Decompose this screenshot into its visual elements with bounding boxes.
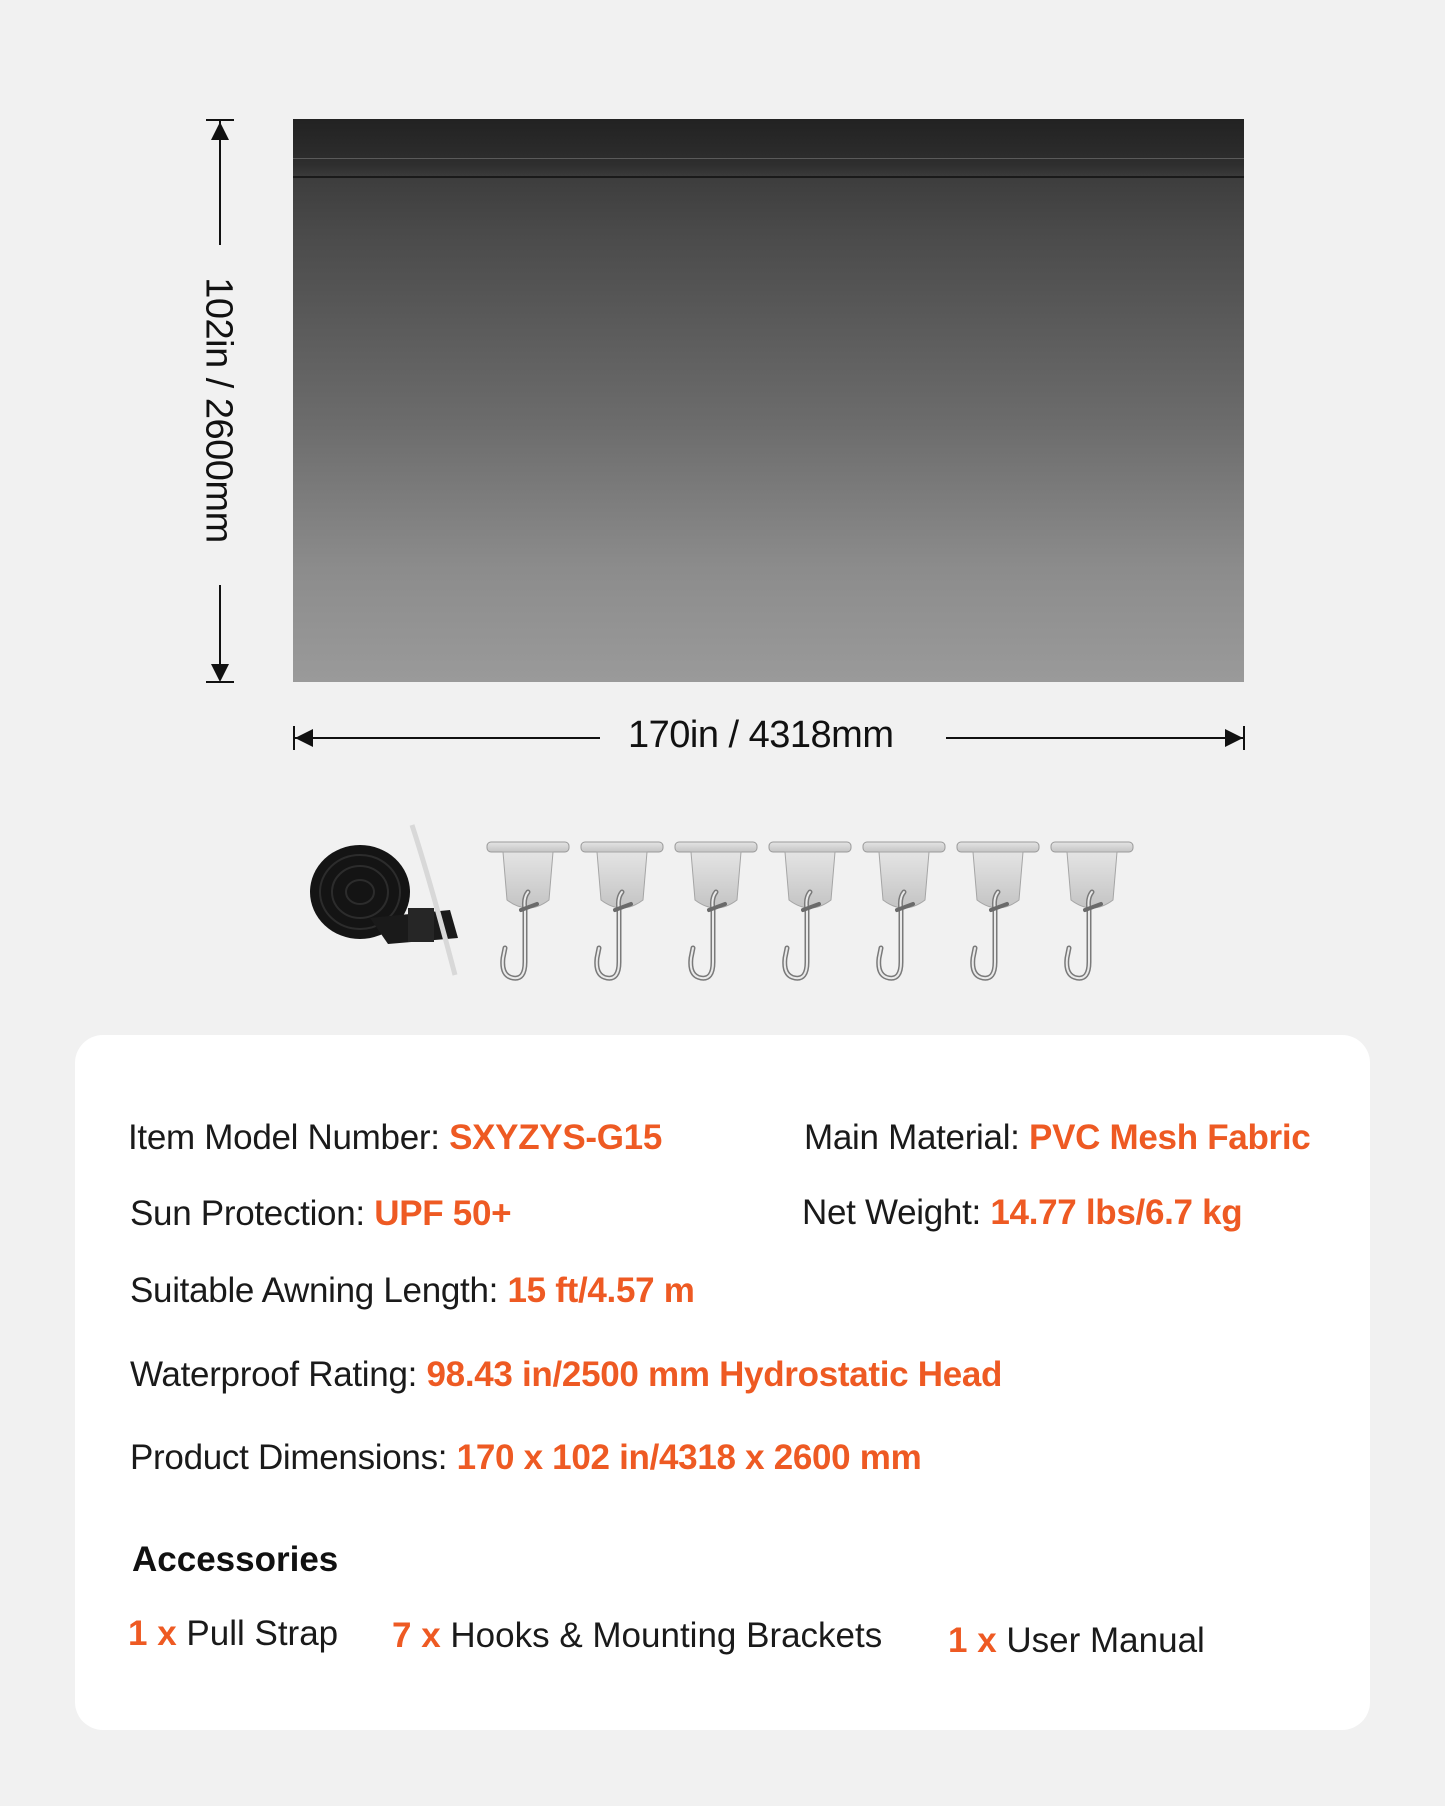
arrow-left-icon xyxy=(295,729,313,747)
awning-rail xyxy=(293,119,1244,178)
accessory-item-hooks xyxy=(392,1616,882,1656)
spec-sun xyxy=(130,1194,511,1234)
width-dimension-tick-right xyxy=(1243,726,1245,750)
accessory-label: Hooks & Mounting Brackets xyxy=(450,1616,883,1655)
spec-sun-label: Sun Protection: xyxy=(130,1194,365,1233)
hooks-brackets-image xyxy=(485,840,1140,990)
accessory-item-pull-strap xyxy=(128,1614,338,1654)
spec-length-value: 15 ft/4.57 m xyxy=(507,1271,695,1310)
spec-dimensions-value: 170 x 102 in/4318 x 2600 mm xyxy=(456,1438,922,1477)
spec-material xyxy=(804,1118,1310,1158)
spec-waterproof-label: Waterproof Rating: xyxy=(130,1355,418,1394)
spec-dimensions-label: Product Dimensions: xyxy=(130,1438,448,1477)
spec-material-label: Main Material: xyxy=(804,1118,1020,1157)
accessory-label: User Manual xyxy=(1006,1621,1205,1660)
pull-strap-image xyxy=(300,820,470,980)
spec-weight-value: 14.77 lbs/6.7 kg xyxy=(990,1193,1243,1232)
width-dimension-line-right xyxy=(946,737,1243,739)
accessory-item-user-manual xyxy=(948,1621,1205,1661)
arrow-up-icon xyxy=(211,122,229,140)
spec-weight-label: Net Weight: xyxy=(802,1193,981,1232)
spec-material-value: PVC Mesh Fabric xyxy=(1029,1118,1311,1157)
accessory-qty: 1 x xyxy=(948,1621,997,1660)
spec-model-label: Item Model Number: xyxy=(128,1118,440,1157)
accessory-qty: 1 x xyxy=(128,1614,177,1653)
awning-panel-image xyxy=(293,119,1244,682)
width-dimension-label: 170in / 4318mm xyxy=(628,714,894,756)
spec-weight xyxy=(802,1193,1242,1233)
arrow-right-icon xyxy=(1225,729,1243,747)
spec-dimensions xyxy=(130,1438,921,1478)
spec-waterproof xyxy=(130,1355,1002,1395)
accessory-qty: 7 x xyxy=(392,1616,441,1655)
height-dimension-tick-bottom xyxy=(206,681,234,683)
spec-model-value: SXYZYS-G15 xyxy=(449,1118,663,1157)
spec-length xyxy=(130,1271,695,1311)
accessory-label: Pull Strap xyxy=(186,1614,339,1653)
spec-model xyxy=(128,1118,662,1158)
accessories-title: Accessories xyxy=(132,1540,339,1579)
spec-sun-value: UPF 50+ xyxy=(374,1194,512,1233)
width-dimension-line-left xyxy=(295,737,600,739)
arrow-down-icon xyxy=(211,664,229,682)
spec-waterproof-value: 98.43 in/2500 mm Hydrostatic Head xyxy=(426,1355,1003,1394)
spec-length-label: Suitable Awning Length: xyxy=(130,1271,499,1310)
awning-seam xyxy=(293,158,1244,159)
